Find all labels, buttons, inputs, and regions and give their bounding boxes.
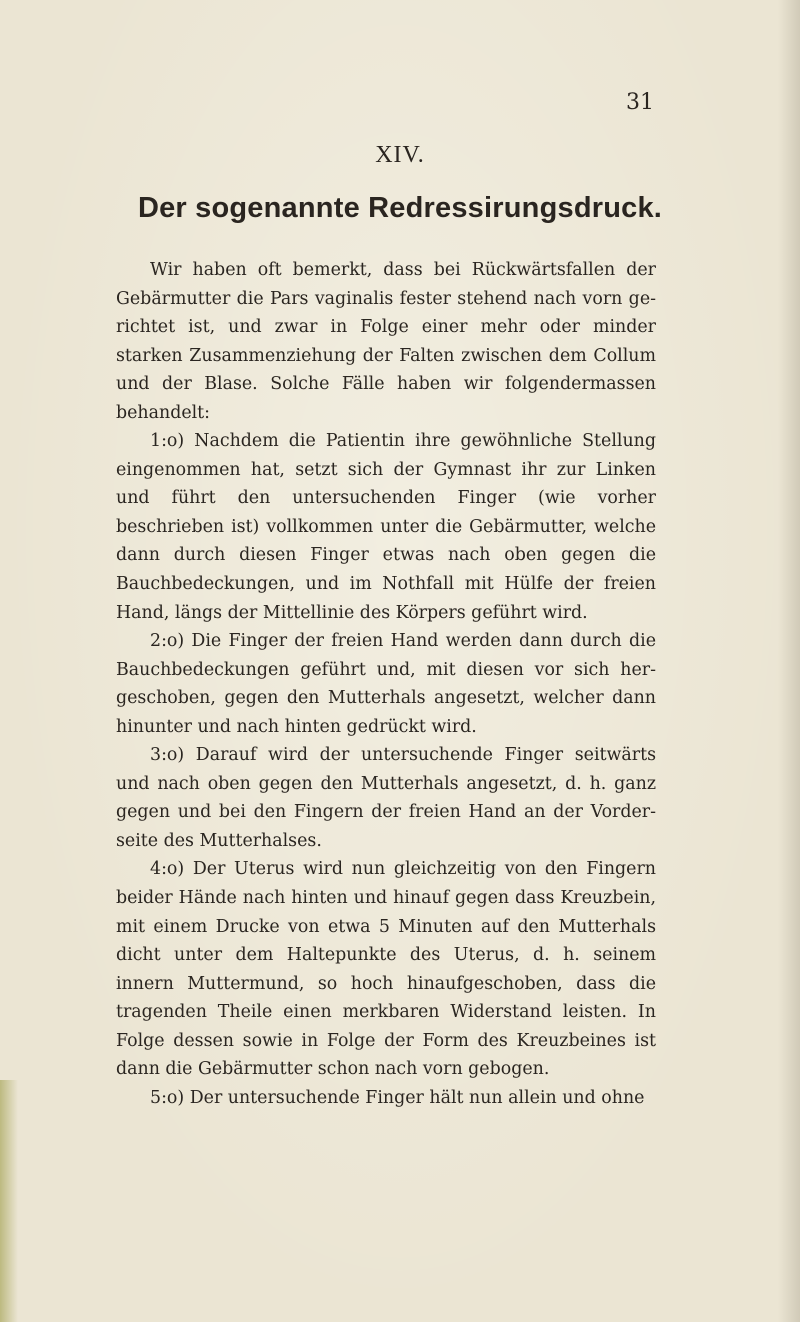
- paragraph-step-2: 2:o) Die Finger der freien Hand werden dann durch die Bauchbedeckungen geführt und, mit diesen vor sich hergeschoben, gegen den Mutterhals angesetzt, welcher dann hinunter und nach hinten gedrückt wird.: [116, 631, 656, 737]
- paragraph-step-1: 1:o) Nachdem die Patientin ihre gewöhnliche Stellung eingenommen hat, setzt sich der Gymnast ihr zur Linken und führt den untersuchenden Finger (wie vorher beschrieben ist) vollkommen unter die Gebärmutter, welche dann durch diesen Finger etwas nach oben gegen die Bauchbedeckungen, und im Nothfall mit Hülfe der freien Hand, längs der Mittellinie des Körpers geführt wird.: [116, 431, 656, 623]
- page-number: 31: [626, 90, 654, 115]
- paragraph-step-4: 4:o) Der Uterus wird nun gleichzeitig von den Fingern beider Hände nach hinten und hinauf gegen dass Kreuzbein, mit einem Drucke von etwa 5 Minuten auf den Mutterhals dicht unter dem Haltepunkte des Uterus, d. h. seinem innern Muttermund, so hoch hinaufgeschoben, dass die tragenden Theile einen merkbaren Widerstand leisten. In Folge dessen sowie in Folge der Form des Kreuzbeines ist dann die Gebärmutter schon nach vorn gebogen.: [116, 859, 656, 1080]
- paragraph-step-3: 3:o) Darauf wird der untersuchende Finger seitwärts und nach oben gegen den Mutterhals angesetzt, d. h. ganz gegen und bei den Fingern der freien Hand an der Vorderseite des Mutterhalses.: [116, 745, 656, 851]
- section-title: Der sogenannte Redressirungsdruck.: [137, 192, 663, 224]
- page-stain: [0, 1080, 18, 1322]
- paragraph-step-5: 5:o) Der untersuchende Finger hält nun allein und ohne: [150, 1087, 645, 1108]
- body-text: [116, 256, 656, 1112]
- paragraph-intro: Wir haben oft bemerkt, dass bei Rückwärtsfallen der Gebärmutter die Pars vaginalis fester stehend nach vorn gerichtet ist, und zwar in Folge einer mehr oder minder starken Zusammenziehung der Falten zwischen dem Collum und der Blase. Solche Fälle haben wir folgendermassen behandelt:: [116, 260, 656, 423]
- chapter-heading: XIV.: [375, 142, 425, 168]
